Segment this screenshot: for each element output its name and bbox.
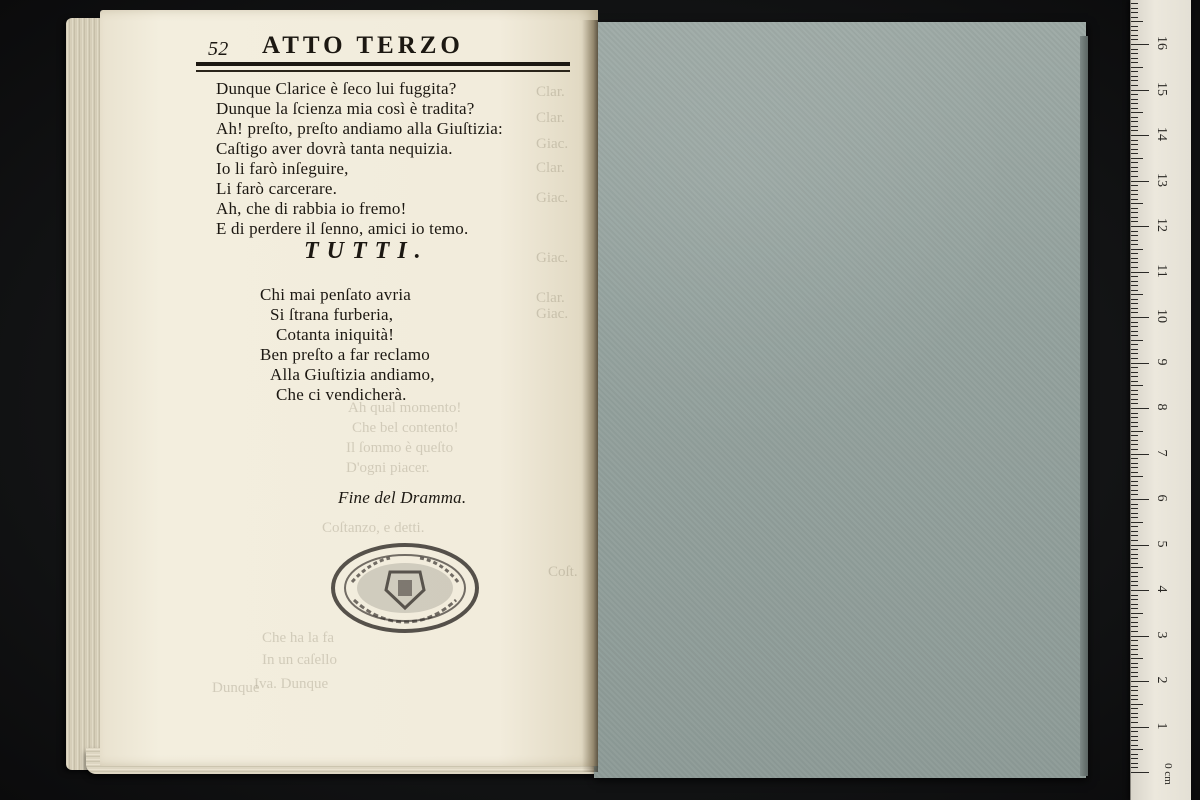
ruler-tick <box>1131 549 1138 550</box>
ruler-tick <box>1131 326 1138 327</box>
end-of-drama: Fine del Dramma. <box>338 488 467 507</box>
ruler-tick <box>1131 185 1138 186</box>
ruler-tick <box>1131 176 1138 177</box>
ruler-tick <box>1131 71 1138 72</box>
ruler-tick <box>1131 658 1143 659</box>
ruler-tick <box>1131 240 1138 241</box>
ruler-tick <box>1131 190 1138 191</box>
ruler-tick <box>1131 126 1138 127</box>
ruler-tick <box>1131 117 1138 118</box>
ruler-tick <box>1131 17 1138 18</box>
ruler-tick <box>1131 540 1138 541</box>
ruler-tick <box>1131 585 1138 586</box>
ruler-tick <box>1131 80 1138 81</box>
ruler-tick <box>1131 535 1138 536</box>
ruler-tick <box>1131 167 1138 168</box>
ruler-tick <box>1131 331 1138 332</box>
verse-line: Io li farò inſeguire, <box>216 159 349 178</box>
ruler-tick <box>1131 649 1138 650</box>
ruler-tick <box>1131 749 1143 750</box>
ruler-tick <box>1131 171 1138 172</box>
ruler-number: 2 <box>1154 676 1169 684</box>
ruler-tick <box>1131 140 1138 141</box>
ruler-tick <box>1131 153 1138 154</box>
ruler-tick <box>1131 26 1138 27</box>
ruler-tick <box>1131 121 1138 122</box>
ruler-tick <box>1131 249 1143 250</box>
ruler-tick <box>1131 372 1138 373</box>
ruler-tick <box>1131 435 1138 436</box>
ruler-tick <box>1131 108 1138 109</box>
ruler-tick <box>1131 481 1138 482</box>
ruler-tick <box>1131 626 1138 627</box>
ruler-tick <box>1131 608 1138 609</box>
ruler-number: 8 <box>1154 403 1169 411</box>
ruler-tick <box>1131 144 1138 145</box>
ruler-tick <box>1131 772 1149 773</box>
ruler-tick <box>1131 485 1138 486</box>
ruler-tick <box>1131 194 1138 195</box>
ruler-tick <box>1131 312 1138 313</box>
ruler-tick <box>1131 508 1138 509</box>
ruler-tick <box>1131 467 1138 468</box>
ruler-number: 16 <box>1154 36 1169 50</box>
ruler-tick <box>1131 35 1138 36</box>
ruler-tick <box>1131 758 1138 759</box>
ruler-tick <box>1131 645 1138 646</box>
chorus-line: Ben preſto a far reclamo <box>260 345 430 364</box>
ruler-tick <box>1131 203 1143 204</box>
ruler-tick <box>1131 226 1149 227</box>
ruler-tick <box>1131 636 1149 637</box>
ruler-tick <box>1131 686 1138 687</box>
ruler-tick <box>1131 713 1138 714</box>
ruler-tick <box>1131 367 1138 368</box>
ruler-tick <box>1131 94 1138 95</box>
ruler-tick <box>1131 681 1149 682</box>
ruler-tick <box>1131 44 1149 45</box>
ruler-tick <box>1131 727 1149 728</box>
ruler-tick <box>1131 440 1138 441</box>
chorus-line: Alla Giuſtizia andiamo, <box>270 365 435 384</box>
header-rule-thick <box>196 62 570 66</box>
ruler-tick <box>1131 704 1143 705</box>
ruler-tick <box>1131 408 1149 409</box>
ruler-tick <box>1131 285 1138 286</box>
ruler-tick <box>1131 244 1138 245</box>
ruler-tick <box>1131 545 1149 546</box>
ruler-tick <box>1131 212 1138 213</box>
ruler-tick <box>1131 422 1138 423</box>
scan-scene: Clar. Clar. Giac. Clar. Giac. Giac. Clar. Giac. Ah qual momento! Che bel contento! Il ſommo è queſto D'ogni piacer. Coſtanzo, e detti. Coſt. Che ha la fa In un caſello Iva. Dunque Dunque 52 ATTO TERZO Dunque Clarice è ſeco lui fuggita? Dunque la ſcienza mia così è tradita? Ah! preſto, preſto andiamo alla Giuſtizia: Caſtigo aver dovrà tanta nequizia. Io li farò inſeguire, Li farò carcerare. Ah, che di rabbia io fremo! E di perdere il ſenno, amici io temo. TUTTI. Chi mai penſato avria Si ſtrana furberia, Cotanta iniquità! Ben preſto a far reclamo Alla Giuſtizia andiamo, Che ci vendicherà. Fine del Dramma. 1 2 3 4 5 6 7 8 9 10 11 12 13 14 15 16 0 cm <box>0 0 1200 800</box>
ruler-tick <box>1131 39 1138 40</box>
ruler-number: 9 <box>1154 358 1169 365</box>
ruler-tick <box>1131 390 1138 391</box>
cover-board-edge <box>1080 36 1088 776</box>
ruler-tick <box>1131 526 1138 527</box>
chorus-line: Cotanta iniquità! <box>276 325 395 344</box>
ruler-tick <box>1131 631 1138 632</box>
ruler-tick <box>1131 595 1138 596</box>
ruler-tick <box>1131 554 1138 555</box>
ruler-tick <box>1131 376 1138 377</box>
ruler-tick <box>1131 763 1138 764</box>
ruler-tick <box>1131 294 1143 295</box>
ruler-tick <box>1131 667 1138 668</box>
chorus-line: Si ſtrana furberia, <box>270 305 394 324</box>
ruler-tick <box>1131 736 1138 737</box>
ruler-tick <box>1131 103 1138 104</box>
ruler-number: 10 <box>1154 309 1169 323</box>
ruler-tick <box>1131 413 1138 414</box>
ruler-tick <box>1131 567 1143 568</box>
ruler-tick <box>1131 281 1138 282</box>
ruler-tick <box>1131 767 1138 768</box>
ruler-tick <box>1131 49 1138 50</box>
ruler-tick <box>1131 463 1138 464</box>
ruler-number: 7 <box>1154 449 1169 456</box>
ruler-tick <box>1131 12 1138 13</box>
ruler-tick <box>1131 340 1143 341</box>
ruler-tick <box>1131 258 1138 259</box>
ruler-tick <box>1131 444 1138 445</box>
ruler-tick <box>1131 303 1138 304</box>
ruler-tick <box>1131 458 1138 459</box>
ruler-tick <box>1131 731 1138 732</box>
ruler-tick <box>1131 403 1138 404</box>
ruler-tick <box>1131 344 1138 345</box>
header-rule-thin <box>196 70 570 72</box>
ruler-tick <box>1131 162 1138 163</box>
ruler-tick <box>1131 599 1138 600</box>
ruler-tick <box>1131 8 1138 9</box>
ruler-tick <box>1131 381 1138 382</box>
verse-line: Ah! preſto, preſto andiamo alla Giuſtizia: <box>216 119 503 138</box>
ruler-tick <box>1131 581 1138 582</box>
verse-line: E di perdere il ſenno, amici io temo. <box>216 219 469 238</box>
ruler-tick <box>1131 267 1138 268</box>
ruler-tick <box>1131 99 1138 100</box>
ruler-number: 6 <box>1154 494 1169 502</box>
ruler-number: 12 <box>1154 218 1169 232</box>
ruler-tick <box>1131 135 1149 136</box>
ruler-tick <box>1131 494 1138 495</box>
ruler-tick <box>1131 590 1149 591</box>
ruler-tick <box>1131 299 1138 300</box>
ruler-tick <box>1131 513 1138 514</box>
chorus-line: Chi mai penſato avria <box>260 285 412 304</box>
ruler-tick <box>1131 90 1149 91</box>
ruler-tick <box>1131 30 1138 31</box>
ruler-tick <box>1131 431 1143 432</box>
ruler-tick <box>1131 517 1138 518</box>
ruler-tick <box>1131 499 1149 500</box>
ruler-number: 4 <box>1154 585 1169 593</box>
ruler-tick <box>1131 21 1143 22</box>
verse-line: Dunque la ſcienza mia così è tradita? <box>216 99 475 118</box>
ruler-tick <box>1131 558 1138 559</box>
ruler-tick <box>1131 576 1138 577</box>
ruler-tick <box>1131 181 1149 182</box>
ruler-tick <box>1131 399 1138 400</box>
ruler-tick <box>1131 604 1138 605</box>
ruler-tick <box>1131 699 1138 700</box>
ruler-tick <box>1131 563 1138 564</box>
ruler-tick <box>1131 426 1138 427</box>
ruler-tick <box>1131 85 1138 86</box>
ruler-tick <box>1131 317 1149 318</box>
ruler-tick <box>1131 617 1138 618</box>
ruler-tick <box>1131 208 1138 209</box>
ruler-tick <box>1131 272 1149 273</box>
ruler-number: 3 <box>1154 631 1169 638</box>
ruler-tick <box>1131 695 1138 696</box>
ruler-tick <box>1131 353 1138 354</box>
running-head: ATTO TERZO <box>262 32 464 59</box>
ruler-tick <box>1131 262 1138 263</box>
ruler-number: 11 <box>1154 263 1169 278</box>
ruler-number: 14 <box>1154 127 1169 141</box>
ruler-tick <box>1131 613 1143 614</box>
page-number: 52 <box>208 38 229 60</box>
ruler-number: 13 <box>1154 172 1169 187</box>
ruler-tick <box>1131 3 1138 4</box>
ruler-tick <box>1131 363 1149 364</box>
ruler-tick <box>1131 235 1138 236</box>
chorus-line: Che ci vendicherà. <box>276 385 407 404</box>
ruler-number: 15 <box>1154 81 1169 96</box>
ruler-tick <box>1131 490 1138 491</box>
verse-line: Dunque Clarice è ſeco lui fuggita? <box>216 79 457 98</box>
ruler-tick <box>1131 504 1138 505</box>
ruler-tick <box>1131 290 1138 291</box>
ruler-tick <box>1131 745 1138 746</box>
ruler-tick <box>1131 276 1138 277</box>
ruler-unit-label: 0 cm <box>1161 763 1174 785</box>
chorus-heading: TUTTI. <box>304 238 429 264</box>
ruler-tick <box>1131 676 1138 677</box>
ruler-tick <box>1131 754 1138 755</box>
ruler-tick <box>1131 708 1138 709</box>
ruler-tick <box>1131 217 1138 218</box>
ruler-tick <box>1131 199 1138 200</box>
ruler-tick <box>1131 149 1138 150</box>
ruler-tick <box>1131 130 1138 131</box>
ruler-tick <box>1131 722 1138 723</box>
blue-cover-board <box>594 22 1086 778</box>
ruler-tick <box>1131 717 1138 718</box>
ruler-tick <box>1131 640 1138 641</box>
ruler-tick <box>1131 231 1138 232</box>
ruler-tick <box>1131 472 1138 473</box>
ruler-tick <box>1131 58 1138 59</box>
verse-line: Ah, che di rabbia io fremo! <box>216 199 407 218</box>
ruler-tick <box>1131 690 1138 691</box>
ruler-tick <box>1131 221 1138 222</box>
verse-line: Caſtigo aver dovrà tanta nequizia. <box>216 139 453 158</box>
ruler-tick <box>1131 349 1138 350</box>
ruler-tick <box>1131 322 1138 323</box>
ruler-tick <box>1131 663 1138 664</box>
ruler-tick <box>1131 522 1143 523</box>
ruler-tick <box>1131 308 1138 309</box>
ruler-tick <box>1131 417 1138 418</box>
ruler-tick <box>1131 385 1143 386</box>
ruler-tick <box>1131 253 1138 254</box>
ruler-tick <box>1131 572 1138 573</box>
ruler-tick <box>1131 531 1138 532</box>
ruler-tick <box>1131 672 1138 673</box>
ruler-tick <box>1131 67 1143 68</box>
ruler-tick <box>1131 740 1138 741</box>
ruler-tick <box>1131 53 1138 54</box>
ruler-number: 1 <box>1154 722 1169 729</box>
ruler-tick <box>1131 358 1138 359</box>
ruler-tick <box>1131 394 1138 395</box>
measuring-ruler <box>1130 0 1191 800</box>
ruler-tick <box>1131 454 1149 455</box>
ruler-tick <box>1131 112 1143 113</box>
ruler-tick <box>1131 449 1138 450</box>
book-gutter-shadow <box>582 20 598 772</box>
ruler-tick <box>1131 62 1138 63</box>
ruler-tick <box>1131 158 1143 159</box>
ruler-tick <box>1131 622 1138 623</box>
verse-line: Li farò carcerare. <box>216 179 338 198</box>
library-stamp <box>330 542 480 634</box>
ruler-tick <box>1131 335 1138 336</box>
ruler-tick <box>1131 76 1138 77</box>
ruler-tick <box>1131 476 1143 477</box>
ruler-tick <box>1131 654 1138 655</box>
ruler-number: 5 <box>1154 540 1169 547</box>
